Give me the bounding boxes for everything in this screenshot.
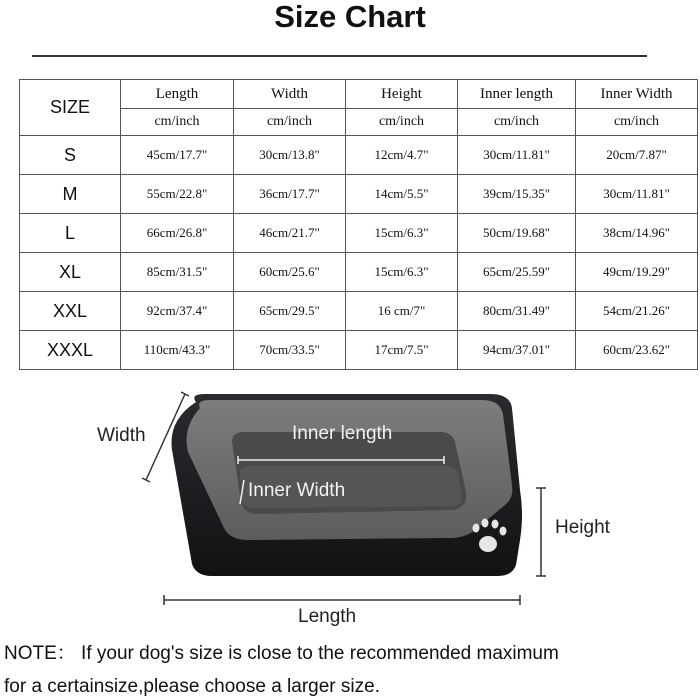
size-cell: S xyxy=(20,136,121,175)
value-cell: 17cm/7.5" xyxy=(346,331,458,370)
value-cell: 39cm/15.35" xyxy=(458,175,576,214)
value-cell: 85cm/31.5" xyxy=(121,253,234,292)
size-cell: M xyxy=(20,175,121,214)
value-cell: 38cm/14.96" xyxy=(576,214,698,253)
table-row xyxy=(20,136,698,175)
column-header-width: Width xyxy=(234,80,346,109)
column-unit: cm/inch xyxy=(121,109,234,136)
length-label: Length xyxy=(298,606,357,627)
value-cell: 54cm/21.26" xyxy=(576,292,698,331)
note-line-2: for a certainsize,please choose a larger size. xyxy=(4,676,380,697)
size-cell: XXXL xyxy=(20,331,121,370)
size-cell: XL xyxy=(20,253,121,292)
column-unit: cm/inch xyxy=(576,109,698,136)
table-row xyxy=(20,292,698,331)
value-cell: 94cm/37.01" xyxy=(458,331,576,370)
value-cell: 92cm/37.4" xyxy=(121,292,234,331)
column-unit: cm/inch xyxy=(458,109,576,136)
note-line-1: NOTE： If your dog's size is close to the recommended maximum xyxy=(4,643,559,664)
value-cell: 14cm/5.5" xyxy=(346,175,458,214)
value-cell: 16 cm/7" xyxy=(346,292,458,331)
size-cell: L xyxy=(20,214,121,253)
size-column-header: SIZE xyxy=(20,80,121,136)
column-header-length: Length xyxy=(121,80,234,109)
column-header-height: Height xyxy=(346,80,458,109)
column-unit: cm/inch xyxy=(234,109,346,136)
size-chart-table xyxy=(19,79,698,370)
value-cell: 15cm/6.3" xyxy=(346,214,458,253)
value-cell: 30cm/11.81" xyxy=(576,175,698,214)
page-title: Size Chart xyxy=(274,0,426,34)
column-header-inner-width: Inner Width xyxy=(576,80,698,109)
value-cell: 45cm/17.7" xyxy=(121,136,234,175)
value-cell: 20cm/7.87" xyxy=(576,136,698,175)
column-header-inner-length: Inner length xyxy=(458,80,576,109)
value-cell: 36cm/17.7" xyxy=(234,175,346,214)
value-cell: 15cm/6.3" xyxy=(346,253,458,292)
value-cell: 30cm/13.8" xyxy=(234,136,346,175)
table-row xyxy=(20,175,698,214)
value-cell: 66cm/26.8" xyxy=(121,214,234,253)
title-divider xyxy=(32,55,647,57)
table-row xyxy=(20,331,698,370)
inner-length-label: Inner length xyxy=(292,423,393,444)
value-cell: 55cm/22.8" xyxy=(121,175,234,214)
inner-width-label: Inner Width xyxy=(248,480,346,501)
value-cell: 12cm/4.7" xyxy=(346,136,458,175)
value-cell: 70cm/33.5" xyxy=(234,331,346,370)
table-row xyxy=(20,214,698,253)
value-cell: 110cm/43.3" xyxy=(121,331,234,370)
width-label: Width xyxy=(97,425,146,446)
dog-bed-illustration xyxy=(0,380,700,620)
value-cell: 49cm/19.29" xyxy=(576,253,698,292)
size-cell: XXL xyxy=(20,292,121,331)
height-label: Height xyxy=(555,517,610,538)
table-row xyxy=(20,253,698,292)
column-unit: cm/inch xyxy=(346,109,458,136)
value-cell: 60cm/25.6" xyxy=(234,253,346,292)
value-cell: 65cm/25.59" xyxy=(458,253,576,292)
value-cell: 80cm/31.49" xyxy=(458,292,576,331)
value-cell: 65cm/29.5" xyxy=(234,292,346,331)
value-cell: 30cm/11.81" xyxy=(458,136,576,175)
value-cell: 50cm/19.68" xyxy=(458,214,576,253)
value-cell: 46cm/21.7" xyxy=(234,214,346,253)
value-cell: 60cm/23.62" xyxy=(576,331,698,370)
